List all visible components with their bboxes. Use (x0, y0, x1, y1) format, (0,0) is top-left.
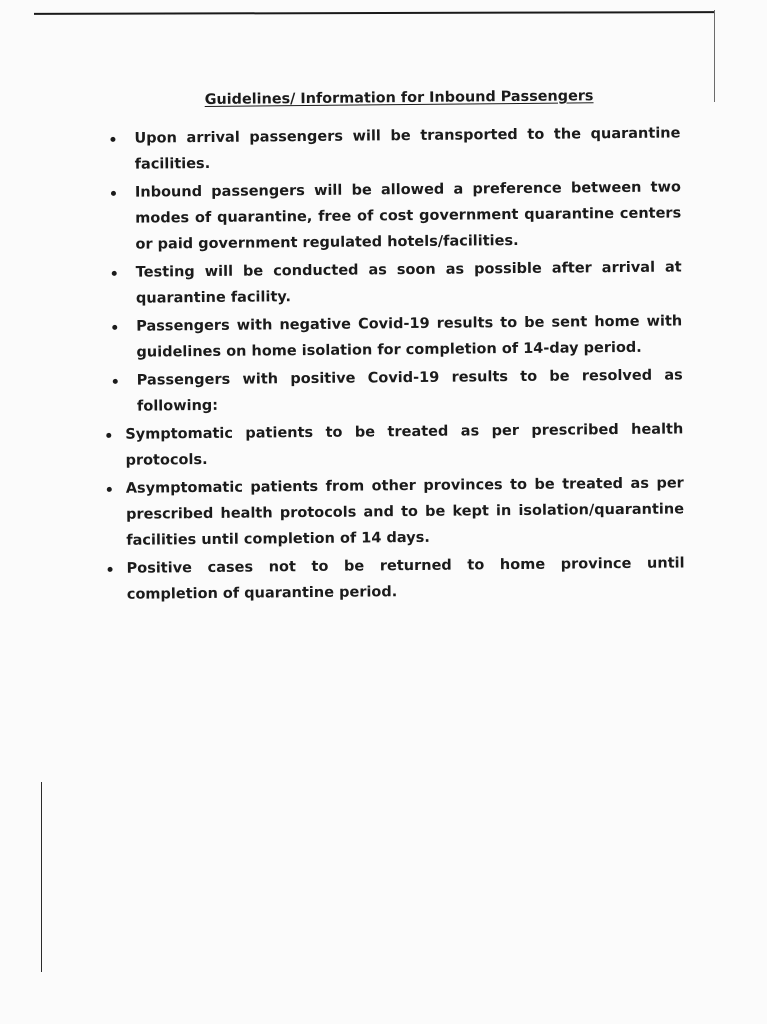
document-title: Guidelines/ Information for Inbound Passengers (204, 88, 594, 108)
guideline-item (103, 362, 683, 420)
bullet-icon (110, 137, 115, 142)
bullet-icon (112, 271, 117, 276)
bullet-icon (112, 325, 117, 330)
guideline-item (102, 308, 682, 366)
document-body (100, 87, 685, 610)
sub-guideline-text: Symptomatic patients to be treated as per prescribed health protocols. (125, 421, 684, 469)
sub-guideline-text: Positive cases not to be returned to home province until completion of quarantine period. (126, 555, 685, 603)
right-edge-line (714, 10, 715, 102)
guideline-text: Passengers with positive Covid-19 results to be resolved as following: (136, 367, 683, 415)
bullet-icon (107, 487, 112, 492)
sub-guideline-text: Asymptomatic patients from other provinces to be treated as per prescribed health protocols and to be kept in isolation/quarantine facilities until completion of 14 days. (125, 475, 685, 549)
sub-guideline-item (103, 416, 683, 474)
sub-guideline-item (104, 470, 685, 554)
guideline-item (100, 120, 680, 178)
top-border-line (34, 11, 714, 15)
left-edge-line (41, 782, 42, 972)
guideline-text: Inbound passengers will be allowed a preference between two modes of quarantine, free of cost government quarantine centers or paid government regulated hotels/facilities. (134, 179, 682, 253)
guideline-text: Upon arrival passengers will be transported to the quarantine facilities. (134, 125, 681, 173)
guideline-text: Passengers with negative Covid-19 results to be sent home with guidelines on home isolation for completion of 14-day period. (136, 313, 683, 361)
guidelines-list (100, 120, 683, 420)
guideline-item (102, 254, 682, 312)
bullet-icon (106, 433, 111, 438)
positive-cases-sublist (103, 416, 685, 608)
guideline-item (101, 174, 682, 258)
bullet-icon (111, 191, 116, 196)
sub-guideline-item (104, 550, 684, 608)
bullet-icon (113, 379, 118, 384)
guideline-text: Testing will be conducted as soon as possible after arrival at quarantine facility. (135, 259, 682, 307)
bullet-icon (108, 567, 113, 572)
